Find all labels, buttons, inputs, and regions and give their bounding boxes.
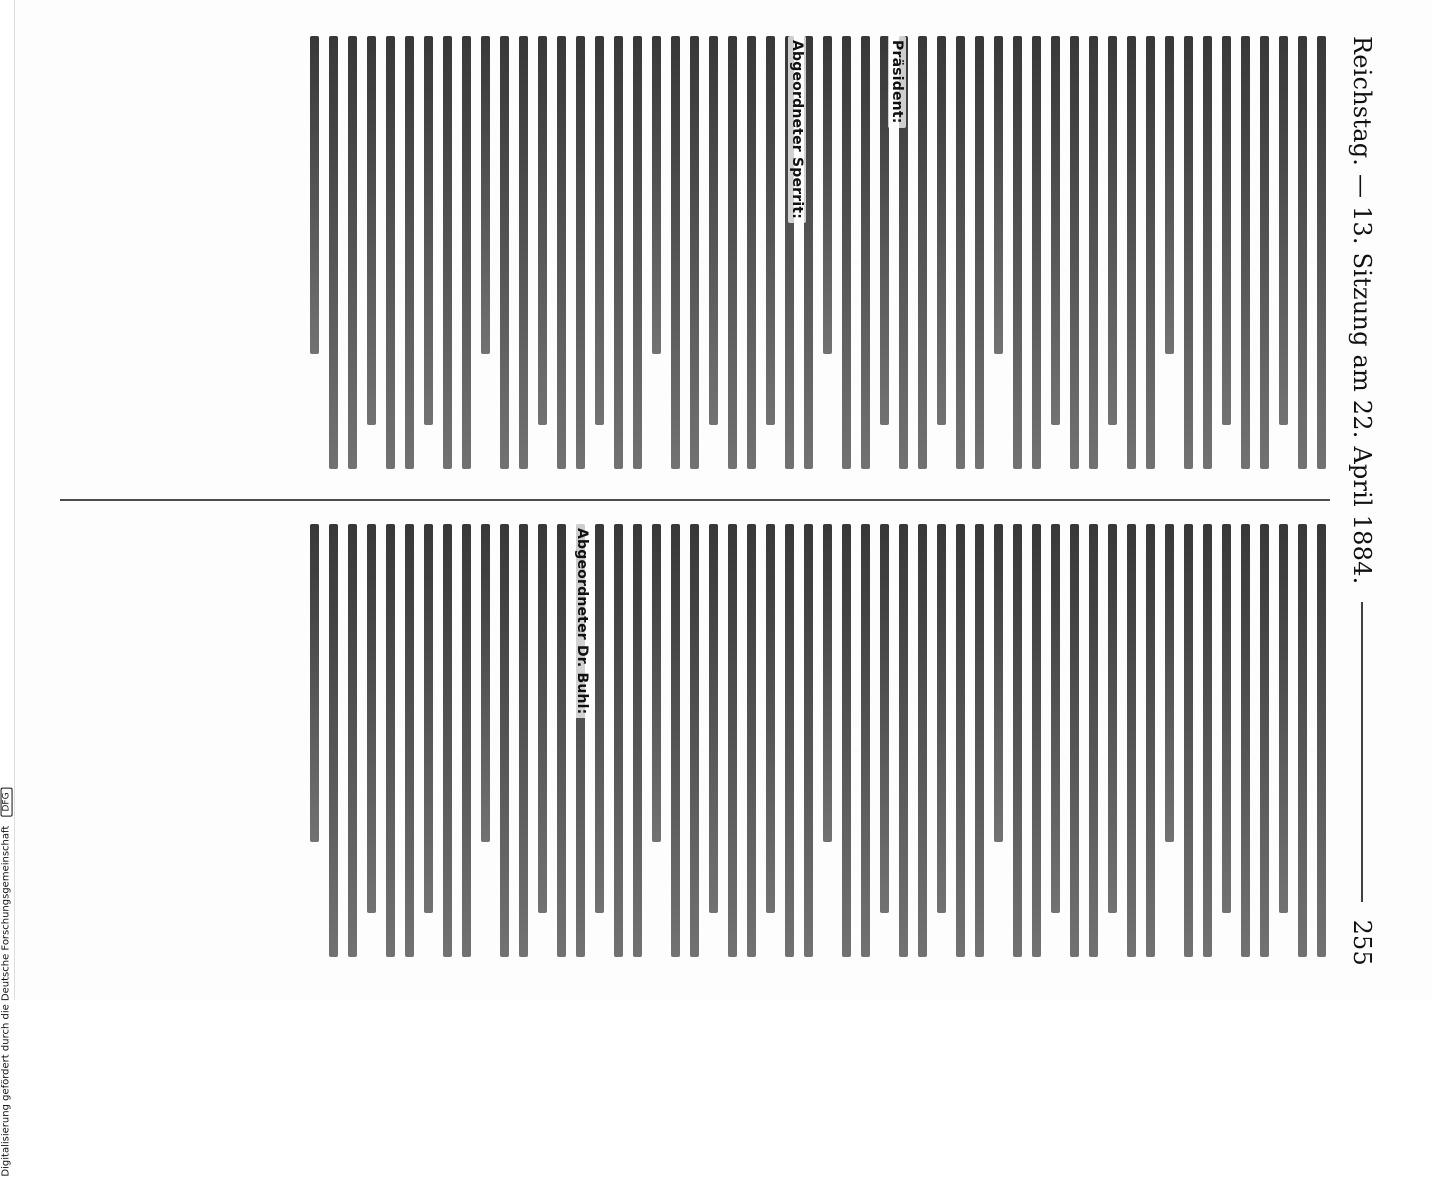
text-line xyxy=(1108,36,1117,425)
text-line xyxy=(766,36,775,425)
text-columns xyxy=(64,36,1326,966)
left-column-lines xyxy=(64,36,1326,478)
header-rule xyxy=(1361,602,1363,901)
text-line xyxy=(766,524,775,913)
digitization-footer-label: Digitalisierung gefördert durch die Deutsche Forschungsgemeinschaft xyxy=(1,825,12,1177)
text-line xyxy=(671,524,680,957)
text-line xyxy=(329,36,338,469)
text-line xyxy=(633,36,642,469)
text-line xyxy=(975,524,984,957)
text-line xyxy=(918,36,927,469)
text-line xyxy=(367,36,376,425)
text-line xyxy=(1013,36,1022,469)
text-line xyxy=(405,524,414,957)
text-line xyxy=(823,36,832,354)
text-line xyxy=(500,36,509,469)
text-line xyxy=(937,36,946,425)
text-line xyxy=(1298,524,1307,957)
text-line xyxy=(1146,36,1155,469)
text-line xyxy=(424,524,433,913)
text-line xyxy=(519,524,528,957)
text-line xyxy=(1051,36,1060,425)
text-line xyxy=(861,36,870,469)
text-line xyxy=(804,524,813,957)
right-column xyxy=(64,524,1326,966)
text-line xyxy=(728,524,737,957)
speaker-label: Präsident: xyxy=(888,36,906,128)
text-line xyxy=(538,524,547,913)
text-line xyxy=(1279,36,1288,425)
text-line xyxy=(918,524,927,957)
page-number: 255 xyxy=(1348,919,1376,966)
text-line xyxy=(1032,524,1041,957)
text-line xyxy=(386,524,395,957)
text-line xyxy=(519,36,528,469)
text-line xyxy=(329,524,338,957)
text-line xyxy=(652,36,661,354)
text-line xyxy=(690,36,699,469)
digitization-footer-badge: DFG xyxy=(1,787,13,816)
text-line xyxy=(994,36,1003,354)
text-line xyxy=(956,524,965,957)
text-line xyxy=(728,36,737,469)
left-column xyxy=(64,36,1326,478)
text-line xyxy=(1165,36,1174,354)
speaker-label: Abgeordneter Sperrit: xyxy=(788,36,806,223)
text-line xyxy=(1070,36,1079,469)
text-line xyxy=(1222,36,1231,425)
running-header-text: Reichstag. — 13. Sitzung am 22. April 1884. xyxy=(1348,36,1376,585)
text-line xyxy=(1279,524,1288,913)
text-line xyxy=(937,524,946,913)
text-line xyxy=(595,36,604,425)
text-line xyxy=(348,524,357,957)
text-line xyxy=(1222,524,1231,913)
text-line xyxy=(1184,36,1193,469)
text-line xyxy=(1317,524,1326,957)
text-line xyxy=(842,36,851,469)
text-line xyxy=(481,36,490,354)
text-line xyxy=(481,524,490,842)
text-line xyxy=(462,524,471,957)
text-line xyxy=(1032,36,1041,469)
text-line xyxy=(994,524,1003,842)
text-line xyxy=(709,524,718,913)
text-line xyxy=(443,36,452,469)
text-line xyxy=(614,36,623,469)
right-column-lines xyxy=(64,524,1326,966)
text-line xyxy=(747,36,756,469)
text-line xyxy=(500,524,509,957)
text-line xyxy=(671,36,680,469)
text-line xyxy=(1070,524,1079,957)
text-line xyxy=(538,36,547,425)
text-line xyxy=(652,524,661,842)
text-line xyxy=(1089,524,1098,957)
text-line xyxy=(595,524,604,913)
text-line xyxy=(348,36,357,469)
text-line xyxy=(557,36,566,469)
text-line xyxy=(861,524,870,957)
text-line xyxy=(424,36,433,425)
running-header xyxy=(1342,36,1382,966)
text-line xyxy=(367,524,376,913)
text-line xyxy=(443,524,452,957)
text-line xyxy=(956,36,965,469)
text-line xyxy=(1203,36,1212,469)
text-line xyxy=(614,524,623,957)
text-line xyxy=(1241,36,1250,469)
text-line xyxy=(1051,524,1060,913)
text-line xyxy=(1013,524,1022,957)
text-line xyxy=(975,36,984,469)
text-line xyxy=(386,36,395,469)
text-line xyxy=(310,524,319,842)
speaker-label: Abgeordneter Dr. Buhl: xyxy=(573,524,591,718)
text-line xyxy=(1260,36,1269,469)
text-line xyxy=(576,36,585,469)
text-line xyxy=(899,524,908,957)
text-line xyxy=(1260,524,1269,957)
text-line xyxy=(405,36,414,469)
text-line xyxy=(1146,524,1155,957)
text-line xyxy=(1089,36,1098,469)
text-line xyxy=(633,524,642,957)
text-line xyxy=(1317,36,1326,469)
text-line xyxy=(823,524,832,842)
text-line xyxy=(1298,36,1307,469)
text-line xyxy=(880,524,889,913)
text-line xyxy=(1165,524,1174,842)
text-line xyxy=(747,524,756,957)
text-line xyxy=(842,524,851,957)
text-line xyxy=(1241,524,1250,957)
text-line xyxy=(709,36,718,425)
text-line xyxy=(310,36,319,354)
text-line xyxy=(690,524,699,957)
text-line xyxy=(1184,524,1193,957)
text-line xyxy=(785,524,794,957)
text-line xyxy=(557,524,566,957)
text-line xyxy=(1108,524,1117,913)
text-line xyxy=(1127,36,1136,469)
text-line xyxy=(462,36,471,469)
text-line xyxy=(1127,524,1136,957)
text-line xyxy=(1203,524,1212,957)
